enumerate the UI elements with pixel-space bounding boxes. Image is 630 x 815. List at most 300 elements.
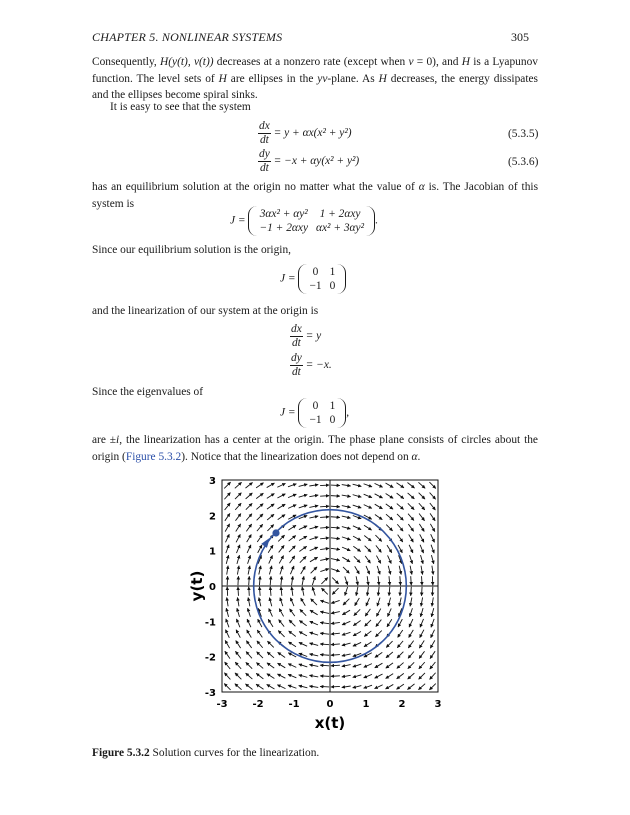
field-arrow	[299, 620, 306, 625]
y-tick-label: 3	[209, 476, 216, 487]
field-arrow	[386, 514, 393, 520]
field-arrow	[397, 641, 403, 648]
field-arrow	[235, 493, 241, 499]
field-arrow	[310, 557, 318, 562]
field-arrow	[225, 662, 231, 669]
field-arrow	[407, 684, 414, 690]
field-arrow	[411, 576, 412, 585]
field-arrow	[375, 504, 383, 509]
field-arrow	[257, 524, 263, 531]
linearization-eq1: $\frac{dx}{dt}$ = y	[291, 323, 322, 349]
field-arrow	[235, 482, 242, 488]
field-arrow	[248, 597, 250, 606]
field-arrow	[247, 545, 251, 553]
field-arrow	[355, 566, 360, 574]
field-arrow	[310, 621, 318, 625]
field-arrow	[342, 547, 350, 551]
field-arrow	[225, 524, 230, 532]
field-arrow	[432, 566, 433, 575]
field-arrow	[408, 493, 415, 499]
y-tick-label: -2	[204, 652, 216, 664]
field-arrow	[237, 566, 239, 575]
field-arrow	[408, 673, 415, 679]
paragraph-jacobian-intro: has an equilibrium solution at the origin no matter what the value of α is. The Jacobian of this system is	[92, 181, 538, 210]
field-arrow	[420, 534, 424, 542]
field-arrow	[236, 619, 239, 627]
x-tick-labels	[216, 699, 441, 710]
field-arrow	[419, 641, 424, 649]
field-arrow	[331, 506, 340, 507]
field-arrow	[246, 503, 252, 509]
field-arrow	[419, 651, 424, 658]
field-arrow	[389, 587, 390, 596]
field-arrow	[246, 662, 252, 668]
field-arrow	[408, 524, 413, 531]
field-arrow	[364, 536, 371, 542]
field-arrow	[365, 546, 371, 552]
field-arrow	[249, 587, 250, 596]
field-arrow	[410, 555, 413, 564]
field-arrow	[320, 569, 329, 572]
field-arrow	[299, 526, 307, 530]
field-arrow	[364, 664, 372, 668]
field-arrow	[430, 651, 435, 658]
field-arrow	[386, 525, 392, 531]
field-arrow	[345, 576, 348, 585]
field-arrow	[312, 576, 315, 585]
field-arrow	[331, 559, 340, 561]
field-arrow	[386, 684, 394, 689]
field-arrow	[389, 576, 390, 585]
field-arrow	[226, 619, 229, 627]
field-arrow	[310, 547, 318, 551]
field-arrow	[267, 641, 273, 647]
field-arrow	[270, 576, 271, 585]
field-arrow	[320, 548, 329, 549]
field-arrow	[279, 620, 285, 627]
y-tick-label: -3	[204, 688, 216, 699]
figure-caption-label: Figure 5.3.2	[92, 747, 150, 759]
field-arrow	[288, 505, 296, 509]
field-arrow	[355, 598, 360, 606]
field-arrow	[408, 662, 414, 668]
field-arrow	[331, 496, 340, 497]
field-arrow	[277, 685, 285, 689]
field-arrow	[278, 515, 285, 520]
field-arrow	[331, 548, 340, 549]
field-arrow	[396, 684, 403, 689]
field-arrow	[237, 597, 239, 606]
field-arrow	[300, 556, 306, 562]
field-arrow	[256, 504, 263, 510]
field-arrow	[299, 495, 308, 498]
figure-link[interactable]: Figure 5.3.2	[125, 450, 182, 463]
field-arrow	[320, 559, 329, 561]
field-arrow	[247, 534, 252, 542]
y-tick-label: -1	[204, 617, 216, 629]
field-arrow	[386, 504, 393, 509]
field-arrow	[331, 633, 340, 634]
field-arrow	[429, 684, 435, 690]
field-arrow	[353, 546, 360, 551]
field-arrow	[388, 608, 392, 616]
field-arrow	[236, 641, 241, 649]
field-arrow	[364, 484, 372, 487]
field-arrow	[224, 493, 230, 500]
field-arrow	[431, 545, 434, 553]
field-arrow	[365, 620, 371, 626]
field-arrow	[430, 662, 436, 669]
field-arrow	[353, 642, 361, 646]
field-arrow	[378, 587, 379, 596]
field-arrow	[377, 598, 380, 607]
field-arrow	[288, 664, 296, 668]
field-arrow	[289, 620, 295, 626]
field-arrow	[431, 608, 433, 617]
field-arrow	[227, 566, 228, 575]
field-arrow	[386, 493, 394, 498]
field-arrow	[267, 663, 274, 668]
field-arrow	[342, 675, 351, 677]
field-arrow	[224, 684, 230, 690]
field-arrow	[309, 665, 318, 667]
field-arrow	[247, 630, 252, 638]
field-arrow	[387, 619, 392, 627]
field-arrow	[225, 630, 229, 638]
field-arrow	[259, 598, 261, 607]
field-arrow	[320, 633, 329, 634]
field-arrow	[299, 536, 307, 540]
field-arrow	[279, 609, 283, 617]
field-arrow	[320, 517, 329, 518]
field-arrow	[342, 495, 351, 497]
field-arrow	[320, 527, 329, 528]
field-arrow	[388, 566, 390, 575]
field-arrow	[256, 493, 263, 498]
field-arrow	[376, 609, 380, 617]
field-arrow	[422, 587, 423, 596]
field-arrow	[375, 515, 382, 520]
field-arrow	[409, 545, 413, 553]
field-arrow	[377, 566, 380, 575]
field-arrow	[431, 555, 433, 564]
field-arrow	[268, 619, 273, 627]
field-arrow	[331, 538, 340, 539]
field-arrow	[309, 485, 318, 486]
field-arrow	[410, 597, 412, 606]
field-arrow	[288, 494, 296, 497]
field-arrow	[236, 630, 240, 638]
field-arrow	[269, 555, 273, 563]
field-arrow	[256, 663, 263, 669]
equation-label-5-3-5: (5.3.5)	[508, 128, 539, 140]
field-arrow	[331, 569, 340, 572]
field-arrow	[430, 640, 435, 648]
curve-direction-arrow	[261, 538, 270, 548]
field-arrow	[418, 482, 425, 488]
field-arrow	[408, 641, 413, 648]
field-arrow	[331, 676, 340, 677]
field-arrow	[309, 675, 318, 677]
field-arrow	[342, 537, 351, 540]
field-arrow	[364, 505, 372, 509]
field-arrow	[432, 597, 433, 606]
field-arrow	[375, 631, 381, 637]
field-arrow	[364, 685, 372, 688]
field-arrow	[224, 673, 230, 680]
field-arrow	[419, 662, 425, 669]
field-arrow	[342, 643, 351, 645]
field-arrow	[246, 673, 253, 679]
field-arrow	[387, 545, 392, 553]
x-tick-label: -1	[288, 699, 300, 710]
field-arrow	[353, 620, 360, 625]
field-arrow	[364, 674, 372, 677]
field-arrow	[367, 587, 368, 596]
field-arrow	[376, 545, 382, 552]
field-arrow	[278, 652, 285, 657]
field-arrow	[375, 663, 383, 668]
field-arrow	[235, 662, 241, 669]
field-arrow	[309, 643, 318, 645]
field-arrow	[225, 651, 230, 658]
field-arrow	[320, 622, 329, 623]
field-arrow	[277, 494, 285, 498]
running-header: CHAPTER 5. NONLINEAR SYSTEMS	[92, 30, 283, 44]
field-arrow	[288, 642, 296, 647]
field-arrow	[367, 576, 368, 585]
field-arrow	[399, 566, 401, 575]
field-arrow	[331, 517, 340, 518]
field-arrow	[280, 598, 283, 607]
field-arrow	[270, 587, 271, 596]
field-arrow	[290, 598, 294, 606]
field-arrow	[259, 587, 260, 596]
field-arrow	[237, 555, 240, 564]
field-arrow	[386, 641, 392, 647]
field-arrow	[235, 673, 241, 679]
field-arrow	[235, 684, 242, 690]
field-arrow	[388, 555, 392, 563]
page-number: 305	[511, 30, 529, 44]
field-arrow	[366, 598, 370, 606]
field-arrow	[302, 576, 304, 585]
field-arrow	[237, 608, 240, 617]
field-arrow	[419, 503, 425, 510]
linearization-eq2: $\frac{dy}{dt}$ = −x.	[291, 352, 332, 378]
field-arrow	[331, 527, 340, 528]
field-arrow	[300, 609, 306, 615]
field-arrow	[299, 664, 308, 667]
field-arrow	[279, 545, 285, 552]
field-arrow	[288, 674, 296, 677]
field-arrow	[320, 538, 329, 539]
field-arrow	[269, 566, 271, 575]
field-arrow	[259, 566, 261, 575]
field-arrow	[267, 504, 274, 509]
field-arrow	[430, 673, 436, 680]
x-tick-label: 1	[362, 699, 370, 710]
field-arrow	[310, 632, 319, 635]
field-arrow	[421, 555, 424, 564]
field-arrow	[299, 642, 307, 646]
field-arrow	[248, 555, 251, 564]
y-tick-label: 1	[209, 546, 216, 558]
field-arrow	[408, 514, 414, 521]
field-arrow	[386, 663, 393, 668]
field-arrow	[278, 504, 286, 509]
field-arrow	[378, 576, 379, 585]
field-arrow	[353, 505, 362, 508]
field-arrow	[420, 630, 424, 638]
field-arrow	[342, 506, 351, 508]
field-arrow	[277, 674, 285, 678]
paragraph-lyapunov: Consequently, H(y(t), v(t)) decreases at a nonzero rate (except when v = 0), and H is a Lyapunov function. The level sets of H are ellipses in the yv-plane. As H decreases, the energy dissipates and the ellipses become spiral sinks.	[92, 56, 538, 101]
field-arrow	[280, 566, 283, 575]
field-arrow	[226, 545, 229, 553]
field-arrow	[310, 537, 319, 540]
field-arrow	[422, 576, 423, 585]
field-arrow	[342, 686, 351, 687]
field-arrow	[290, 556, 295, 563]
field-arrow	[429, 482, 435, 488]
field-arrow	[289, 546, 295, 552]
field-arrow	[331, 644, 340, 645]
field-arrow	[309, 495, 318, 497]
field-arrow	[421, 608, 424, 617]
field-arrow	[301, 566, 306, 574]
figure-caption: Figure 5.3.2 Solution curves for the linearization.	[92, 747, 320, 759]
y-tick-label: 0	[209, 582, 216, 593]
field-arrow	[397, 652, 403, 658]
field-arrow	[227, 597, 228, 606]
field-arrow	[375, 483, 383, 487]
field-arrow	[290, 609, 295, 616]
field-arrow	[302, 587, 304, 596]
field-arrow	[343, 567, 349, 573]
x-tick-label: 2	[398, 699, 406, 710]
field-arrow	[292, 587, 293, 596]
field-arrow	[342, 485, 351, 486]
field-arrow	[288, 525, 296, 530]
field-arrow	[430, 503, 436, 510]
field-arrow	[354, 609, 360, 615]
field-arrow	[409, 630, 414, 638]
equation-5-3-5: $\frac{dx}{dt}$ = y + αx(x² + y²)	[259, 120, 352, 146]
field-arrow	[309, 686, 318, 687]
field-arrow	[398, 630, 403, 637]
field-arrow	[431, 630, 435, 638]
field-arrow	[342, 527, 351, 529]
field-arrow	[430, 513, 435, 520]
field-arrow	[236, 534, 240, 542]
field-arrow	[332, 578, 338, 584]
field-arrow	[375, 674, 383, 678]
field-arrow	[419, 514, 424, 521]
field-arrow	[235, 503, 241, 510]
x-tick-label: 0	[326, 699, 334, 710]
field-arrow	[309, 654, 318, 656]
field-arrow	[411, 587, 412, 596]
field-arrow	[226, 608, 228, 617]
field-arrow	[365, 609, 370, 616]
field-arrow	[397, 673, 404, 678]
field-arrow	[400, 587, 401, 596]
field-arrow	[420, 619, 423, 627]
field-arrow	[225, 503, 231, 510]
field-arrow	[342, 654, 351, 656]
field-arrow	[311, 567, 317, 573]
field-arrow	[398, 535, 403, 542]
field-arrow	[375, 652, 382, 657]
field-arrow	[246, 514, 252, 521]
field-arrow	[408, 651, 414, 658]
field-arrow	[320, 644, 329, 645]
field-arrow	[247, 619, 251, 627]
x-axis-label: x(t)	[314, 714, 346, 732]
field-arrow	[267, 514, 274, 520]
field-arrow	[267, 674, 275, 679]
field-arrow	[267, 483, 275, 488]
jacobian-origin: J = 0 1 −1 0	[280, 264, 346, 294]
field-arrow	[309, 516, 318, 518]
x-tick-label: 3	[434, 699, 442, 710]
field-arrow	[320, 655, 329, 656]
field-arrow	[364, 494, 372, 497]
field-arrow	[277, 483, 285, 487]
field-arrow	[400, 576, 401, 585]
x-tick-label: -3	[216, 699, 228, 710]
jacobian-eigen: J = 0 1 −1 0 ,	[280, 400, 350, 426]
field-arrow	[342, 632, 351, 635]
y-tick-labels	[205, 476, 216, 699]
field-arrow	[356, 576, 358, 585]
field-arrow	[353, 526, 361, 530]
field-arrow	[256, 673, 263, 678]
field-arrow	[320, 600, 329, 603]
field-arrow	[226, 555, 228, 564]
field-arrow	[290, 566, 294, 574]
field-arrow	[376, 620, 382, 627]
field-arrow	[278, 535, 284, 541]
field-arrow	[366, 566, 370, 574]
field-arrow	[257, 641, 263, 648]
field-arrow	[342, 665, 351, 667]
y-axis-label: y(t)	[188, 570, 206, 602]
field-arrow	[238, 587, 239, 596]
field-arrow	[292, 576, 293, 585]
field-arrow	[410, 608, 413, 617]
field-arrow	[299, 675, 308, 678]
field-arrow	[419, 673, 425, 679]
field-arrow	[320, 676, 329, 677]
field-arrow	[397, 663, 404, 669]
field-arrow	[321, 578, 327, 584]
field-arrow	[268, 545, 273, 553]
paragraph-center: are ±i, the linearization has a center at the origin. The phase plane consists of circles about the origin (Figure 5.3.2). Notice that the linearization does not depend on α.	[92, 434, 538, 463]
field-arrow	[332, 588, 338, 594]
field-arrow	[386, 674, 394, 679]
field-arrow	[430, 493, 436, 500]
field-arrow	[299, 546, 306, 551]
field-arrow	[365, 556, 370, 563]
field-arrow	[386, 652, 393, 658]
field-arrow	[236, 545, 239, 553]
field-arrow	[278, 663, 286, 668]
field-arrow	[397, 514, 403, 520]
field-arrow	[397, 504, 404, 510]
field-arrow	[278, 631, 284, 637]
